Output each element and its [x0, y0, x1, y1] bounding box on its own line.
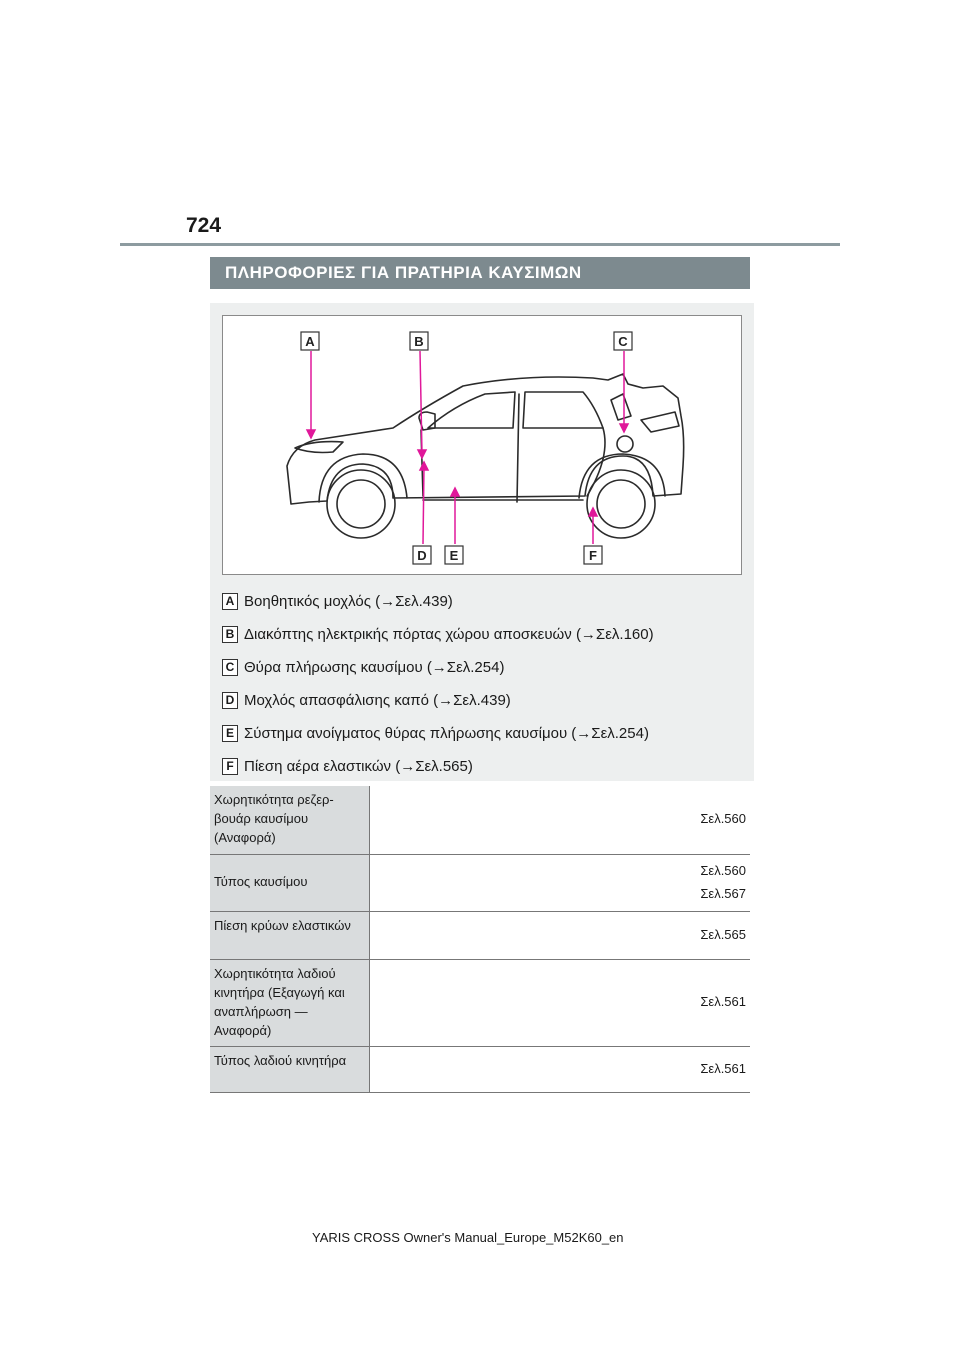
- reference-table: [210, 786, 750, 1093]
- legend-list: [222, 585, 742, 783]
- table-row: [210, 1046, 750, 1092]
- legend-text: Πίεση αέρα ελαστικών (→Σελ.565): [244, 758, 473, 775]
- legend-item: [222, 585, 742, 618]
- row-value: [370, 1046, 751, 1092]
- door-line-front: [517, 394, 519, 502]
- table-row: [210, 959, 750, 1046]
- row-value: [370, 911, 751, 959]
- tail-light: [641, 412, 679, 432]
- legend-key: C: [222, 659, 238, 676]
- legend-key: B: [222, 626, 238, 643]
- row-value: [370, 959, 751, 1046]
- legend-item: [222, 618, 742, 651]
- legend-item: [222, 651, 742, 684]
- rear-window: [523, 392, 603, 428]
- rear-quarter-window: [611, 394, 631, 420]
- legend-text: Βοηθητικός μοχλός (→Σελ.439): [244, 593, 453, 610]
- section-title: ΠΛΗΡΟΦΟΡΙΕΣ ΓΙΑ ΠΡΑΤΗΡΙΑ ΚΑΥΣΙΜΩΝ: [210, 257, 750, 289]
- page-ref-link[interactable]: Σελ.560: [700, 811, 746, 827]
- front-rim: [337, 480, 385, 528]
- legend-item: [222, 684, 742, 717]
- page-ref-link[interactable]: Σελ.565: [700, 926, 746, 942]
- legend-item: [222, 717, 742, 750]
- headlight: [295, 442, 343, 453]
- table-row: [210, 911, 750, 959]
- callout-f-label: F: [589, 548, 597, 563]
- row-label: Πίεση κρύων ελαστικών: [210, 911, 370, 959]
- row-value: [370, 786, 751, 854]
- row-label: Τύπος καυσίμου: [210, 854, 370, 911]
- callout-d-label: D: [417, 548, 427, 563]
- row-label: Χωρητικότητα ρεζερ-βουάρ καυσίμου (Αναφορά): [210, 786, 370, 854]
- callout-b-label: B: [414, 334, 424, 349]
- page-ref-link[interactable]: Σελ.561: [700, 994, 746, 1009]
- legend-key: A: [222, 593, 238, 610]
- table-row: [210, 786, 750, 854]
- legend-text: Διακόπτης ηλεκτρικής πόρτας χώρου αποσκευών (→Σελ.160): [244, 626, 654, 643]
- page-footer: YARIS CROSS Owner's Manual_Europe_M52K60_en: [312, 1230, 624, 1245]
- legend-text: Σύστημα ανοίγματος θύρας πλήρωσης καυσίμου (→Σελ.254): [244, 725, 649, 742]
- legend-text: Μοχλός απασφάλισης καπό (→Σελ.439): [244, 692, 511, 709]
- callout-e-label: E: [449, 548, 459, 563]
- legend-text: Θύρα πλήρωσης καυσίμου (→Σελ.254): [244, 659, 505, 676]
- page-ref-link[interactable]: Σελ.567: [700, 885, 746, 901]
- table-row: [210, 854, 750, 911]
- figure-panel: [210, 303, 754, 781]
- legend-key: D: [222, 692, 238, 709]
- header-rule: [120, 243, 840, 246]
- row-value: [370, 854, 751, 911]
- legend-key: E: [222, 725, 238, 742]
- callout-a-label: A: [305, 334, 315, 349]
- car-diagram: [222, 315, 742, 575]
- legend-item: [222, 750, 742, 783]
- front-window: [428, 392, 515, 428]
- page-ref-link[interactable]: Σελ.561: [700, 1060, 746, 1076]
- fuel-door: [617, 436, 633, 452]
- car-illustration: [223, 316, 743, 576]
- page-number: 724: [186, 214, 222, 237]
- callout-c-label: C: [618, 334, 628, 349]
- page-ref-link[interactable]: Σελ.560: [700, 862, 746, 878]
- row-label: Τύπος λαδιού κινητήρα: [210, 1046, 370, 1092]
- legend-key: F: [222, 758, 238, 775]
- rear-rim: [597, 480, 645, 528]
- row-label: Χωρητικότητα λαδιού κινητήρα (Εξαγωγή και αναπλήρωση — Αναφορά): [210, 959, 370, 1046]
